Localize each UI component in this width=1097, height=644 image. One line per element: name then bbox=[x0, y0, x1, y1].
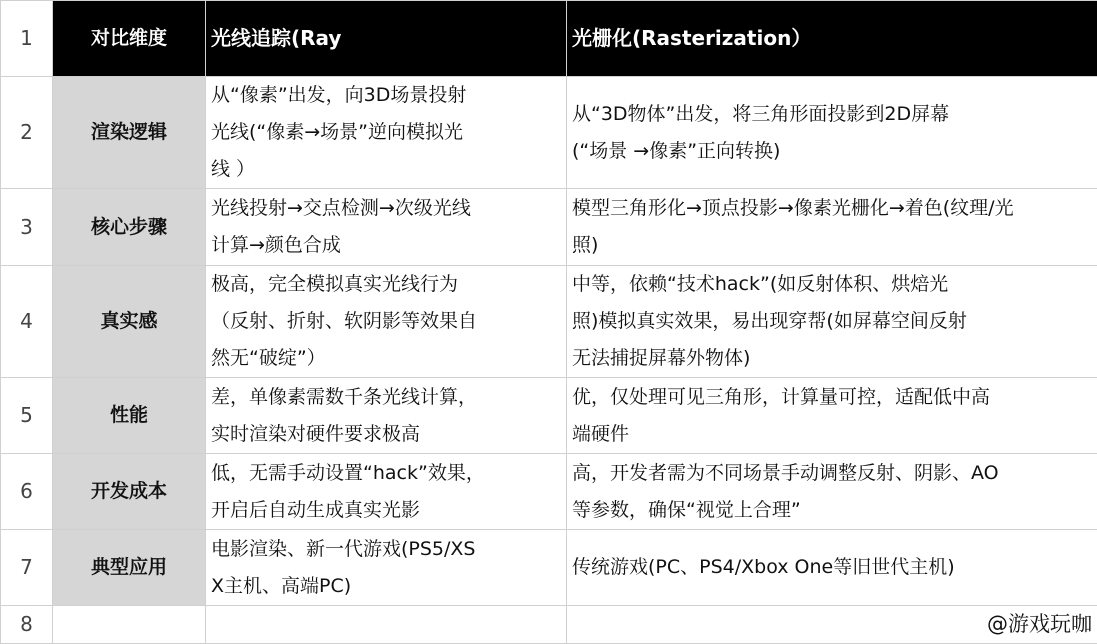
table-row bbox=[1, 266, 1097, 378]
row-number[interactable]: 1 bbox=[1, 1, 53, 77]
ray-cell[interactable]: 电影渲染、新一代游戏(PS5/XS X主机、高端PC) bbox=[206, 530, 567, 606]
table-row bbox=[1, 189, 1097, 266]
row-number[interactable]: 2 bbox=[1, 77, 53, 189]
ras-cell[interactable]: 模型三角形化→顶点投影→像素光栅化→着色(纹理/光 照) bbox=[567, 189, 1097, 266]
ras-cell[interactable]: 优，仅处理可见三角形，计算量可控，适配低中高 端硬件 bbox=[567, 378, 1097, 454]
row-number[interactable]: 7 bbox=[1, 530, 53, 606]
table-row bbox=[1, 606, 1097, 644]
ray-cell[interactable]: 极高，完全模拟真实光线行为 （反射、折射、软阴影等效果自 然无“破绽”） bbox=[206, 266, 567, 378]
row-number[interactable]: 3 bbox=[1, 189, 53, 266]
ray-cell[interactable]: 低，无需手动设置“hack”效果， 开启后自动生成真实光影 bbox=[206, 454, 567, 530]
header-rasterization[interactable]: 光栅化(Rasterization） bbox=[567, 1, 1097, 77]
ray-cell[interactable]: 光线投射→交点检测→次级光线 计算→颜色合成 bbox=[206, 189, 567, 266]
table-row bbox=[1, 1, 1097, 77]
ras-cell[interactable]: 从“3D物体”出发，将三角形面投影到2D屏幕 (“场景 →像素”正向转换) bbox=[567, 77, 1097, 189]
dimension-cell[interactable]: 典型应用 bbox=[53, 530, 206, 606]
table-row bbox=[1, 77, 1097, 189]
row-number[interactable]: 6 bbox=[1, 454, 53, 530]
ras-cell[interactable]: 高，开发者需为不同场景手动调整反射、阴影、AO 等参数，确保“视觉上合理” bbox=[567, 454, 1097, 530]
row-number[interactable]: 8 bbox=[1, 606, 53, 644]
ras-cell[interactable]: 传统游戏(PC、PS4/Xbox One等旧世代主机) bbox=[567, 530, 1097, 606]
table-row bbox=[1, 530, 1097, 606]
table-row bbox=[1, 454, 1097, 530]
table-row bbox=[1, 378, 1097, 454]
header-dimension[interactable]: 对比维度 bbox=[53, 1, 206, 77]
dimension-cell[interactable]: 开发成本 bbox=[53, 454, 206, 530]
dimension-cell[interactable]: 真实感 bbox=[53, 266, 206, 378]
ras-cell[interactable]: 中等，依赖“技术hack”(如反射体积、烘焙光 照)模拟真实效果，易出现穿帮(如屏幕空间反射 无法捕捉屏幕外物体) bbox=[567, 266, 1097, 378]
dimension-cell[interactable]: 渲染逻辑 bbox=[53, 77, 206, 189]
watermark: @游戏玩咖 bbox=[567, 606, 1097, 644]
header-ray-tracing[interactable]: 光线追踪(Ray bbox=[206, 1, 567, 77]
dimension-cell[interactable] bbox=[53, 606, 206, 644]
ray-cell[interactable]: 差，单像素需数千条光线计算， 实时渲染对硬件要求极高 bbox=[206, 378, 567, 454]
ray-cell[interactable] bbox=[206, 606, 567, 644]
dimension-cell[interactable]: 性能 bbox=[53, 378, 206, 454]
ray-cell[interactable]: 从“像素”出发，向3D场景投射 光线(“像素→场景”逆向模拟光 线 ） bbox=[206, 77, 567, 189]
row-number[interactable]: 4 bbox=[1, 266, 53, 378]
row-number[interactable]: 5 bbox=[1, 378, 53, 454]
dimension-cell[interactable]: 核心步骤 bbox=[53, 189, 206, 266]
